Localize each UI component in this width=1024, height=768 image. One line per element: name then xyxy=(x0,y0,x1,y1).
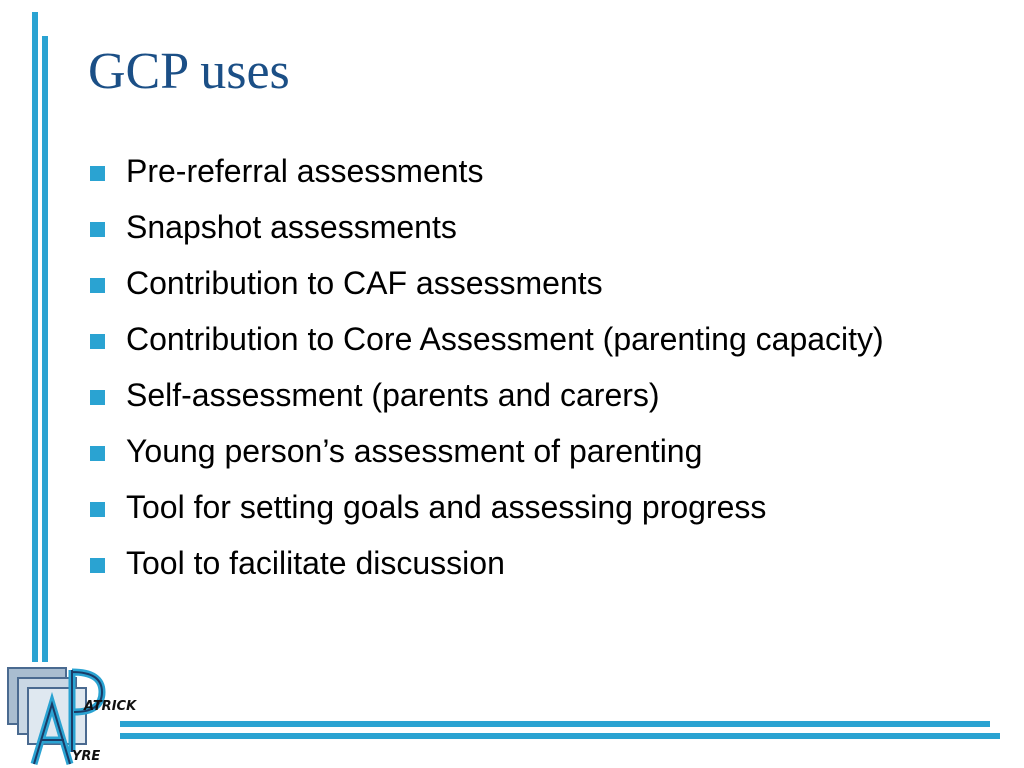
bullet-text: Snapshot assessments xyxy=(126,209,457,245)
bullet-text: Contribution to Core Assessment (parenting capacity) xyxy=(126,321,884,357)
patrick-ayre-logo xyxy=(6,664,146,768)
square-bullet-icon xyxy=(90,166,105,181)
bullet-text: Self-assessment (parents and carers) xyxy=(126,377,660,413)
square-bullet-icon xyxy=(90,390,105,405)
bullet-item xyxy=(88,150,968,192)
slide-title: GCP uses xyxy=(88,43,290,100)
square-bullet-icon xyxy=(90,222,105,237)
bullet-item xyxy=(88,262,968,304)
bullet-item xyxy=(88,206,968,248)
square-bullet-icon xyxy=(90,502,105,517)
bullet-item xyxy=(88,542,968,584)
bottom-rule-upper xyxy=(120,721,990,727)
left-rule-inner xyxy=(42,36,48,662)
square-bullet-icon xyxy=(90,446,105,461)
square-bullet-icon xyxy=(90,558,105,573)
bullet-text: Pre-referral assessments xyxy=(126,153,484,189)
bullet-text: Tool for setting goals and assessing progress xyxy=(126,489,767,525)
logo-text-bottom: YRE xyxy=(72,749,101,764)
bullet-item xyxy=(88,374,968,416)
bullet-text: Young person’s assessment of parenting xyxy=(126,433,703,469)
square-bullet-icon xyxy=(90,278,105,293)
logo-text-top: ATRICK xyxy=(84,699,137,714)
bullet-text: Tool to facilitate discussion xyxy=(126,545,505,581)
bullet-text: Contribution to CAF assessments xyxy=(126,265,603,301)
bullet-list xyxy=(88,150,968,598)
bottom-rule-lower xyxy=(120,733,1000,739)
square-bullet-icon xyxy=(90,334,105,349)
bullet-item xyxy=(88,430,968,472)
left-rule-outer xyxy=(32,12,38,662)
bullet-item xyxy=(88,486,968,528)
bullet-item xyxy=(88,318,968,360)
